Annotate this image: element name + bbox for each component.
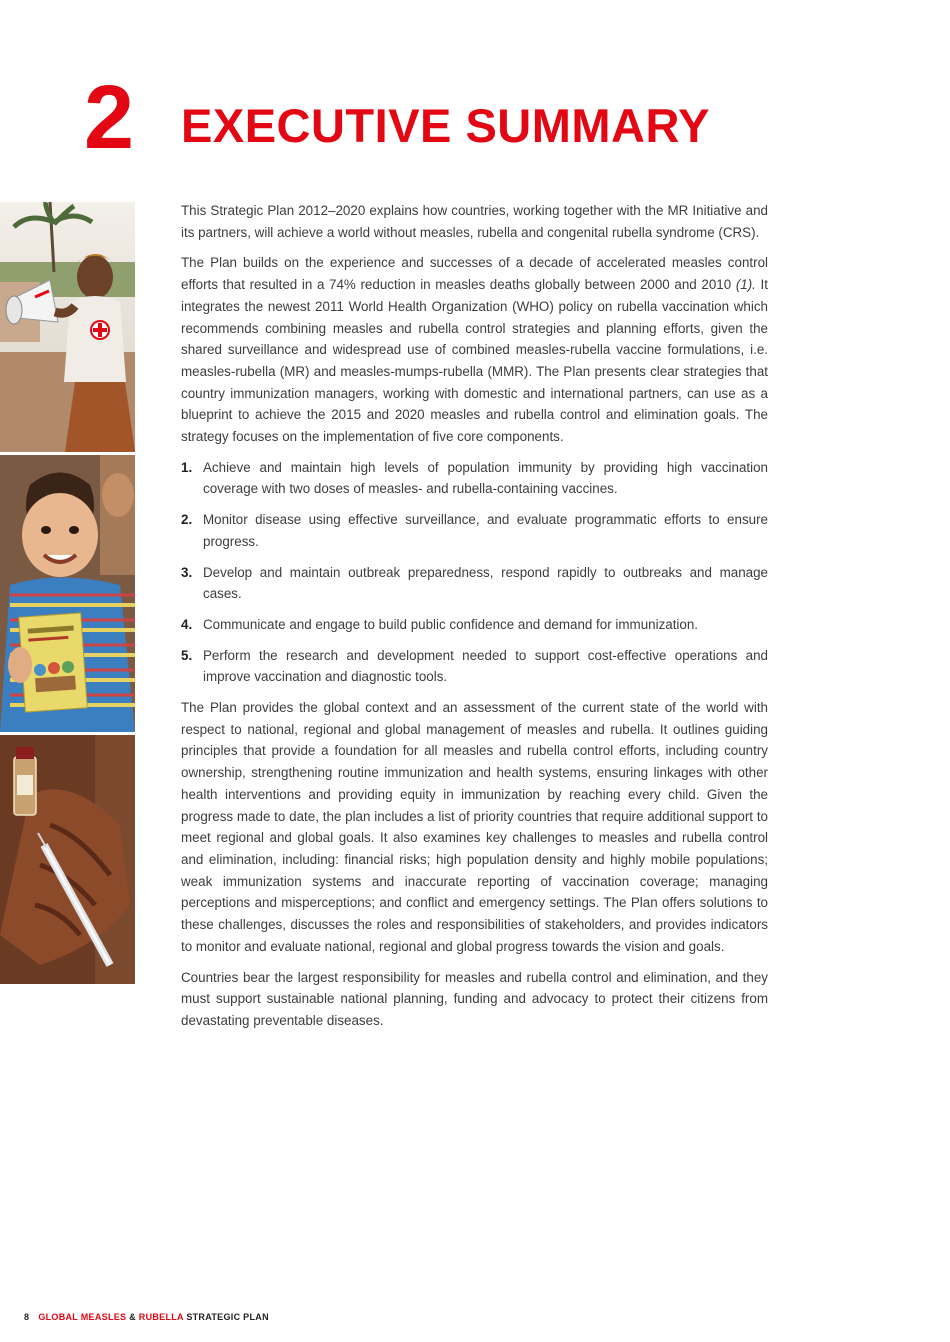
footer-title-rubella: RUBELLA [138, 1312, 184, 1322]
page-number: 8 [24, 1312, 30, 1322]
plan-overview-paragraph [181, 252, 768, 447]
list-item-number: 4. [181, 616, 193, 632]
list-item-text: Perform the research and development needed to support cost-effective operations and improve vaccination and diagnostic tools. [203, 647, 768, 685]
health-worker-megaphone-photo [0, 202, 135, 452]
list-item [181, 645, 768, 688]
list-item-number: 5. [181, 647, 193, 663]
reference-citation: (1). [735, 277, 756, 293]
context-paragraph: The Plan provides the global context and an assessment of the current state of the world with respect to national, regional and global management of measles and rubella. It outlines guiding principles that provide a foundation for all measles and rubella control efforts, including country ownership, strengthening routine immunization and health systems, ensuring linkages with other health interventions and providing equity in immunization by reaching every child. Given the progress made to date, the plan includes a list of priority countries that require additional support to meet regional and global goals. It also examines key challenges to measles and rubella control and elimination, including: financial risks; high population density and highly mobile populations; weak immunization systems and inaccurate reporting of vaccination coverage; managing perceptions and misperceptions; and conflict and emergency settings. The Plan offers solutions to these challenges, discusses the roles and responsibilities of stakeholders, and provides indicators to monitor and evaluate national, regional and global progress towards the vision and goals. [181, 700, 768, 954]
vaccine-vial-syringe-photo [0, 735, 135, 984]
list-item-text: Achieve and maintain high levels of population immunity by providing high vaccination coverage with two doses of measles- and rubella-containing vaccines. [203, 459, 768, 497]
list-item-text: Develop and maintain outbreak preparedness, respond rapidly to outbreaks and manage cases. [203, 564, 768, 602]
plan-overview-text: The Plan builds on the experience and successes of a decade of accelerated measles control efforts that resulted in a 74% reduction in measles deaths globally between 2000 and 2010 [181, 255, 768, 293]
list-item-number: 2. [181, 512, 193, 528]
list-item [181, 509, 768, 552]
footer-ampersand: & [126, 1312, 139, 1322]
list-item [181, 457, 768, 500]
list-item-text: Monitor disease using effective surveillance, and evaluate programmatic efforts to ensure progress. [203, 512, 768, 549]
list-item [181, 614, 768, 636]
child-with-vaccination-card-photo [0, 455, 135, 732]
body-text [181, 200, 768, 1041]
chapter-number: 2 [84, 68, 135, 168]
responsibility-paragraph: Countries bear the largest responsibility for measles and rubella control and elimination, and they must support sustainable national planning, funding and advocacy to protect their citizens from devastating preventable diseases. [181, 969, 768, 1028]
footer-title-measles: GLOBAL MEASLES [38, 1312, 127, 1322]
list-item [181, 562, 768, 605]
list-item-text: Communicate and engage to build public confidence and demand for immunization. [203, 616, 699, 632]
core-components-list [181, 457, 768, 688]
list-item-number: 3. [181, 564, 193, 580]
page-footer [24, 1312, 269, 1322]
intro-paragraph: This Strategic Plan 2012–2020 explains how countries, working together with the MR Initiative and its partners, will achieve a world without measles, rubella and congenital rubella syndrome (CRS). [181, 203, 768, 240]
chapter-title: EXECUTIVE SUMMARY [181, 99, 711, 152]
footer-title-rest: STRATEGIC PLAN [183, 1312, 269, 1322]
plan-overview-text-rest: It integrates the newest 2011 World Health Organization (WHO) policy on rubella vaccination which recommends combining measles and rubella control strategies and planning efforts, given the shared surveillance and widespread use of combined measles-rubella vaccine formulations, i.e. measles-rubella (MR) and measles-mumps-rubella (MMR). The Plan presents clear strategies that country immunization managers, working with domestic and international partners, can use as a blueprint to achieve the 2015 and 2020 measles and rubella control and elimination goals. The strategy focuses on the implementation of five core components. [181, 277, 768, 445]
list-item-number: 1. [181, 459, 193, 475]
